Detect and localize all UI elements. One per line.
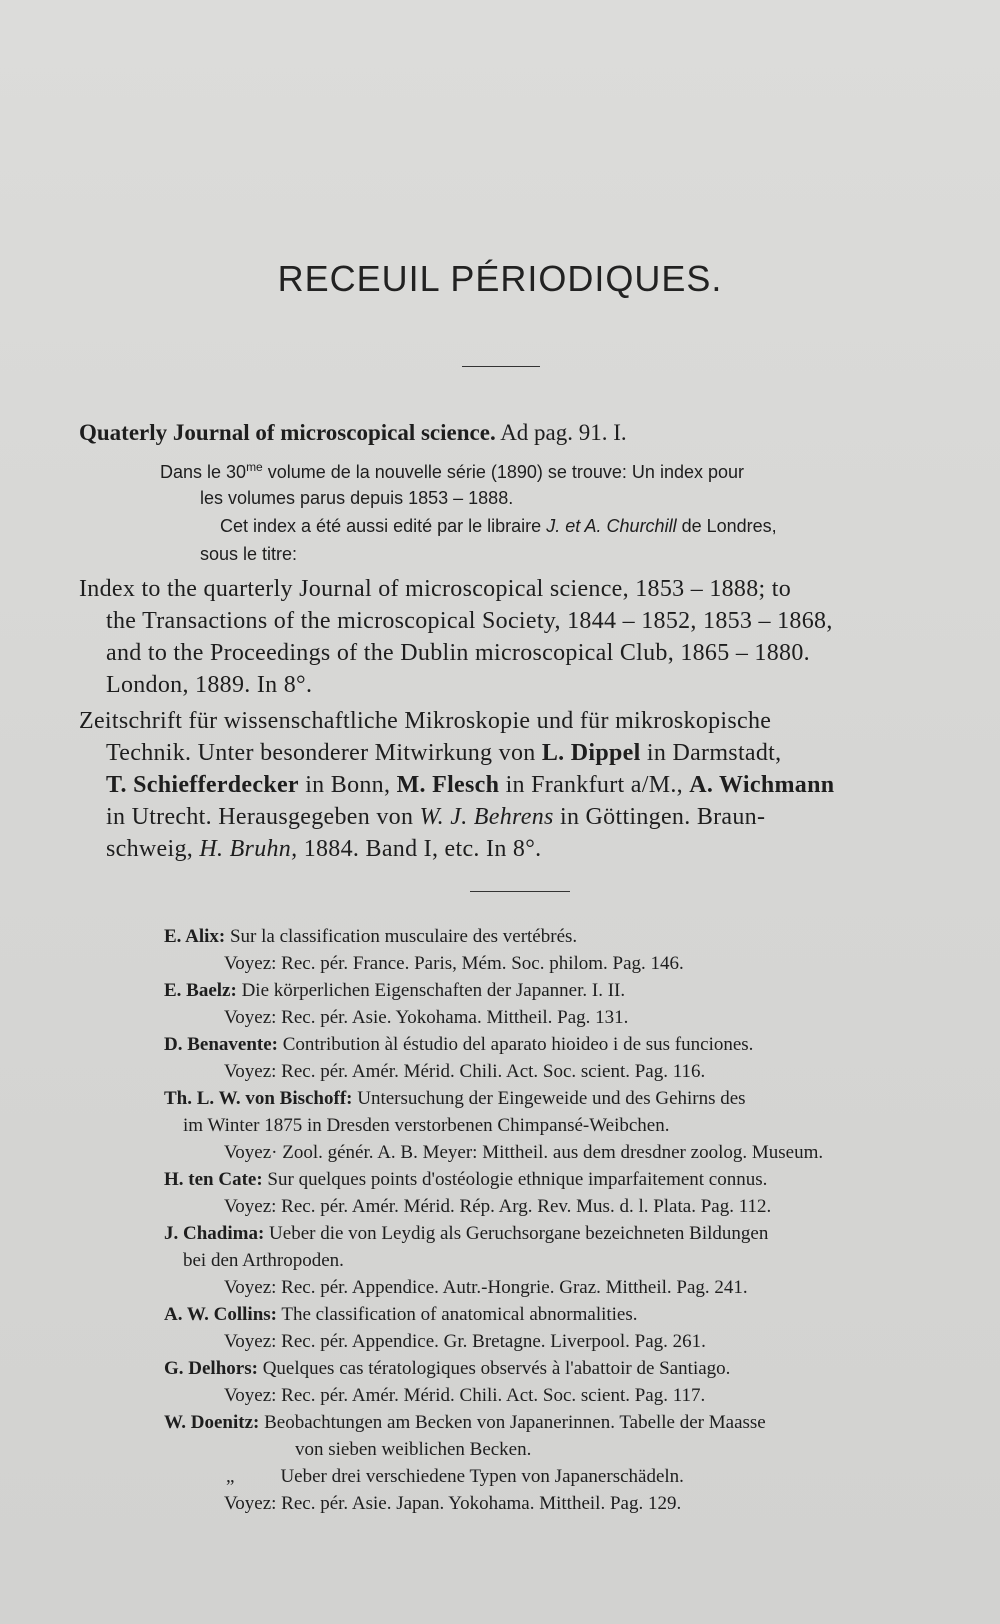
- journal-note-text: Cet index a été aussi edité par le libraire: [220, 516, 547, 536]
- index-title-line: London, 1889. In 8°.: [106, 672, 313, 698]
- editor-name: L. Dippel: [541, 740, 641, 766]
- journal-note-text: Dans le 30: [160, 462, 247, 482]
- journal-note-text: volume de la nouvelle série (1890) se trouve: Un index pour: [262, 462, 745, 482]
- entry-voyez: Voyez: Rec. pér. Asie. Yokohama. Mittheil. Pag. 131.: [224, 1007, 629, 1028]
- entry-line: [164, 1304, 638, 1326]
- entry-continuation: im Winter 1875 in Dresden verstorbenen Chimpansé-Weibchen.: [183, 1115, 670, 1136]
- entry-voyez: Voyez· Zool. génér. A. B. Meyer: Mittheil. aus dem dresdner zoolog. Museum.: [224, 1142, 824, 1163]
- zeitschrift-text: in Frankfurt a/M.,: [499, 772, 690, 798]
- entry-title: Ueber drei verschiedene Typen von Japanerschädeln.: [280, 1466, 684, 1487]
- page-title: RECEUIL PÉRIODIQUES.: [277, 258, 723, 299]
- entry-title: The classification of anatomical abnormalities.: [276, 1304, 638, 1325]
- entry-voyez: Voyez: Rec. pér. France. Paris, Mém. Soc. philom. Pag. 146.: [224, 953, 684, 974]
- entry-title: Ueber die von Leydig als Geruchsorgane bezeichneten Bildungen: [264, 1223, 769, 1244]
- journal-ref: Ad pag. 91. I.: [500, 420, 627, 445]
- journal-note-sup: me: [246, 460, 263, 474]
- entry-title: Contribution àl éstudio del aparato hioideo i de sus funciones.: [277, 1034, 754, 1055]
- journal-name: Quaterly Journal of microscopical science.: [79, 420, 496, 445]
- entry-title: Die körperlichen Eigenschaften der Japanner. I. II.: [236, 980, 626, 1001]
- ditto-mark: „: [226, 1466, 235, 1487]
- zeitschrift-line: [106, 804, 765, 831]
- journal-note: [220, 516, 777, 537]
- editor-name: W. J. Behrens: [419, 804, 554, 830]
- publisher-name: H. Bruhn,: [199, 836, 298, 862]
- entry-author: W. Doenitz:: [164, 1412, 260, 1433]
- entry-voyez: Voyez: Rec. pér. Amér. Mérid. Chili. Act. Soc. scient. Pag. 116.: [224, 1061, 706, 1082]
- entry-author: G. Delhors:: [164, 1358, 258, 1379]
- zeitschrift-text: in Göttingen. Braun-: [553, 804, 766, 830]
- zeitschrift-text: schweig,: [106, 836, 200, 862]
- entry-title: Beobachtungen am Becken von Japanerinnen. Tabelle der Maasse: [259, 1412, 766, 1433]
- entry-line: [164, 1223, 768, 1245]
- entry-voyez: Voyez: Rec. pér. Appendice. Autr.-Hongrie. Graz. Mittheil. Pag. 241.: [224, 1277, 748, 1298]
- journal-note: sous le titre:: [200, 544, 298, 564]
- title-divider: [462, 366, 540, 367]
- entry-author: E. Baelz:: [164, 980, 237, 1001]
- entry-line: [226, 1466, 684, 1488]
- entry-voyez: Voyez: Rec. pér. Appendice. Gr. Bretagne. Liverpool. Pag. 261.: [224, 1331, 706, 1352]
- entry-line: [164, 980, 625, 1002]
- zeitschrift-line: [106, 772, 834, 799]
- entry-title: Sur quelques points d'ostéologie ethnique imparfaitement connus.: [262, 1169, 768, 1190]
- entry-title: Quelques cas tératologiques observés à l'abattoir de Santiago.: [257, 1358, 731, 1379]
- entry-author: A. W. Collins:: [164, 1304, 277, 1325]
- entry-line: [164, 1412, 766, 1434]
- entry-author: E. Alix:: [164, 926, 226, 947]
- entry-line: [164, 1358, 730, 1380]
- index-title-line: the Transactions of the microscopical Society, 1844 – 1852, 1853 – 1868,: [106, 608, 833, 634]
- entry-continuation: von sieben weiblichen Becken.: [295, 1439, 532, 1460]
- entry-line: [164, 1034, 753, 1056]
- publisher-name: J. et A. Churchill: [546, 516, 677, 536]
- zeitschrift-line: [106, 740, 781, 767]
- entry-line: [164, 926, 577, 948]
- index-title-line: Index to the quarterly Journal of microscopical science, 1853 – 1888; to: [79, 576, 792, 602]
- section-divider: [470, 891, 570, 892]
- editor-name: M. Flesch: [396, 772, 500, 798]
- journal-note: les volumes parus depuis 1853 – 1888.: [200, 488, 514, 508]
- entry-title: Sur la classification musculaire des vertébrés.: [225, 926, 578, 947]
- journal-note-text: de Londres,: [676, 516, 777, 536]
- zeitschrift-text: in Darmstadt,: [640, 740, 782, 766]
- entry-voyez: Voyez: Rec. pér. Amér. Mérid. Rép. Arg. Rev. Mus. d. l. Plata. Pag. 112.: [224, 1196, 772, 1217]
- editor-name: A. Wichmann: [689, 772, 835, 798]
- zeitschrift-line: [106, 836, 541, 863]
- journal-note: [160, 460, 744, 483]
- index-title-line: and to the Proceedings of the Dublin microscopical Club, 1865 – 1880.: [106, 640, 810, 666]
- zeitschrift-text: 1884. Band I, etc. In 8°.: [297, 836, 542, 862]
- entry-line: [164, 1169, 767, 1191]
- editor-name: T. Schiefferdecker: [106, 772, 299, 798]
- entry-continuation: bei den Arthropoden.: [183, 1250, 344, 1271]
- entry-voyez: Voyez: Rec. pér. Asie. Japan. Yokohama. Mittheil. Pag. 129.: [224, 1493, 682, 1514]
- zeitschrift-text: in Bonn,: [298, 772, 397, 798]
- journal-heading: [79, 420, 627, 446]
- entry-line: [164, 1088, 746, 1110]
- zeitschrift-line: Zeitschrift für wissenschaftliche Mikroskopie und für mikroskopische: [79, 708, 772, 734]
- entry-title: Untersuchung der Eingeweide und des Gehirns des: [352, 1088, 746, 1109]
- zeitschrift-text: Technik. Unter besonderer Mitwirkung von: [106, 740, 542, 766]
- entry-author: H. ten Cate:: [164, 1169, 263, 1190]
- zeitschrift-text: in Utrecht. Herausgegeben von: [106, 804, 420, 830]
- entry-author: J. Chadima:: [164, 1223, 265, 1244]
- entry-author: D. Benavente:: [164, 1034, 278, 1055]
- entry-voyez: Voyez: Rec. pér. Amér. Mérid. Chili. Act. Soc. scient. Pag. 117.: [224, 1385, 706, 1406]
- entry-author: Th. L. W. von Bischoff:: [164, 1088, 353, 1109]
